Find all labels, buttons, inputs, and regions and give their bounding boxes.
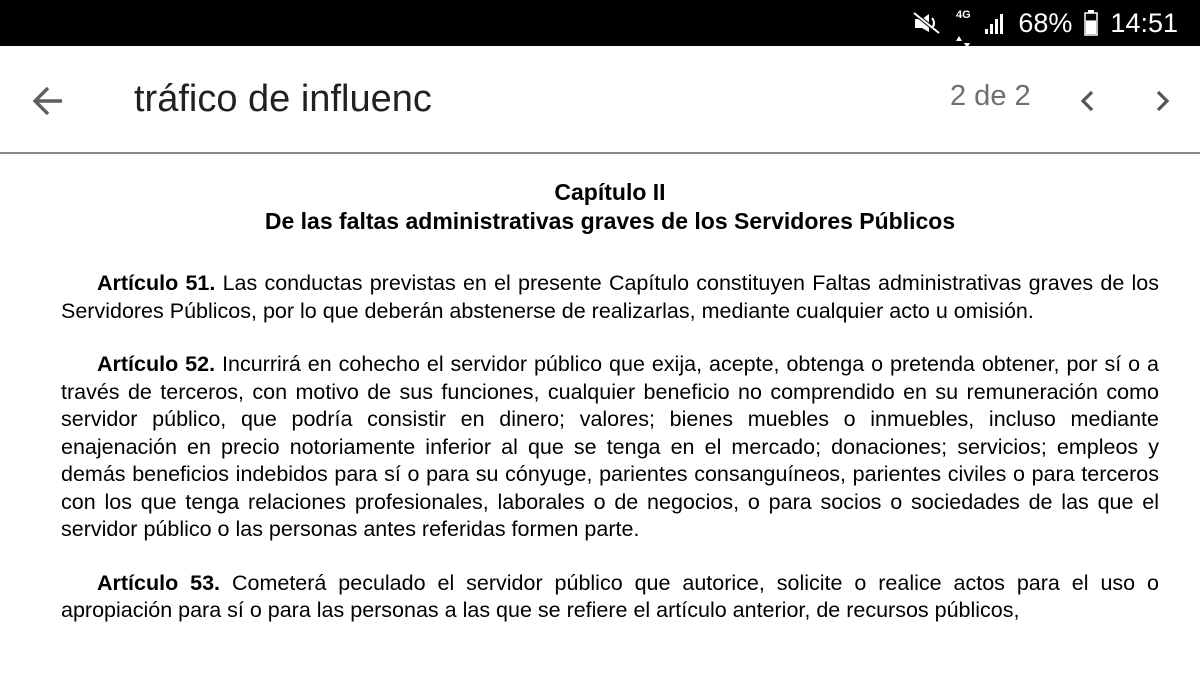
network-4g-icon bbox=[954, 8, 972, 29]
article-number: Artículo 52. bbox=[97, 352, 216, 376]
back-arrow-icon bbox=[31, 84, 65, 118]
article-text: Las conductas previstas en el presente Capítulo constituyen Faltas administrativas graves de los Servidores Públicos, por lo que deberán abstenerse de realizarlas, mediante cualquier acto u omisión. bbox=[61, 271, 1159, 323]
status-bar bbox=[0, 0, 1200, 46]
chevron-left-icon bbox=[1078, 89, 1098, 113]
article-51 bbox=[61, 270, 1159, 325]
mute-icon bbox=[912, 11, 942, 35]
signal-icon bbox=[984, 11, 1006, 35]
article-52 bbox=[61, 351, 1159, 544]
next-match-button[interactable] bbox=[1140, 79, 1184, 123]
chapter-subtitle: De las faltas administrativas graves de los Servidores Públicos bbox=[264, 208, 956, 234]
document-view[interactable] bbox=[0, 154, 1200, 675]
match-count: 2 de 2 bbox=[950, 80, 1031, 112]
document-page bbox=[61, 178, 1159, 625]
battery-icon bbox=[1084, 10, 1098, 36]
find-toolbar bbox=[0, 46, 1200, 154]
back-button[interactable] bbox=[26, 79, 70, 123]
network-type: 4G bbox=[956, 8, 971, 21]
article-number: Artículo 51. bbox=[97, 271, 216, 295]
chapter-title: Capítulo II bbox=[554, 179, 666, 205]
article-text: Incurrirá en cohecho el servidor público que exija, acepte, obtenga o pretenda obtener, por sí o a través de terceros, con motivo de sus funciones, cualquier beneficio no comprendido en su remuneración como servidor público, que podría consistir en dinero; valores; bienes muebles o inmuebles, incluso mediante enajenación en precio notoriamente inferior al que se tenga en el mercado; donaciones; servicios; empleos y demás beneficios indebidos para sí o para su cónyuge, parientes consanguíneos, parientes civiles o para terceros con los que tenga relaciones profesionales, laborales o de negocios, o para socios o sociedades de las que el servidor público o las personas antes referidas formen parte. bbox=[61, 352, 1159, 541]
article-53 bbox=[61, 570, 1159, 625]
chevron-right-icon bbox=[1152, 89, 1172, 113]
search-input[interactable] bbox=[134, 74, 694, 124]
previous-match-button[interactable] bbox=[1066, 79, 1110, 123]
status-icons bbox=[912, 0, 1178, 46]
article-text: Cometerá peculado el servidor público que autorice, solicite o realice actos para el uso o apropiación para sí o para las personas a las que se refiere el artículo anterior, de recursos públicos, bbox=[61, 570, 1159, 622]
article-number: Artículo 53. bbox=[97, 570, 221, 595]
clock: 14:51 bbox=[1110, 7, 1178, 38]
battery-percent: 68% bbox=[1018, 7, 1073, 38]
